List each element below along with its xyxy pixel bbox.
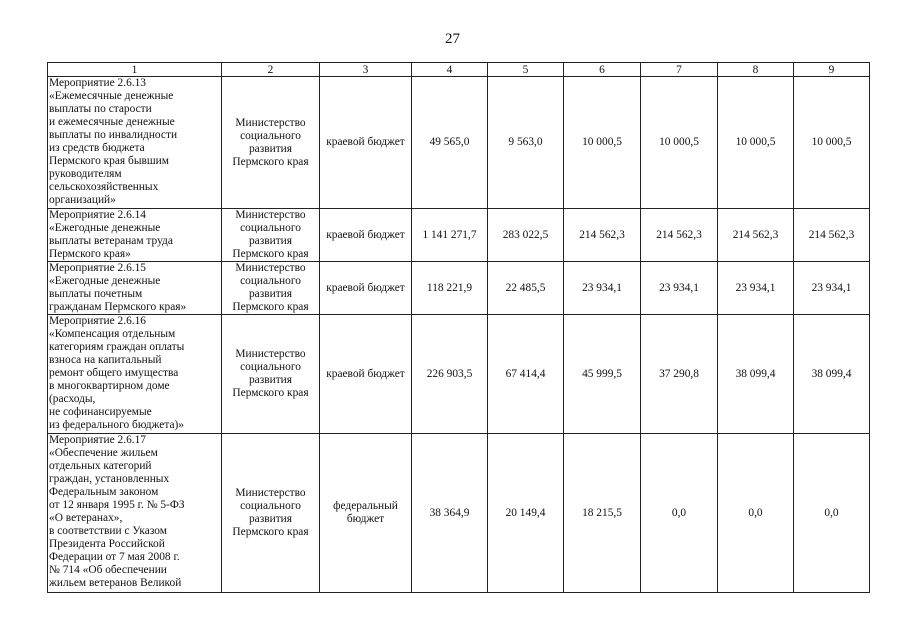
amount-cell: 22 485,5 xyxy=(488,262,564,315)
measure-description-cell xyxy=(48,434,222,593)
cell-line: краевой бюджет xyxy=(326,228,405,241)
cell-line: Президента Российской xyxy=(49,538,165,550)
cell-line: Федерации от 7 мая 2008 г. xyxy=(49,551,180,563)
cell-line: «Ежемесячные денежные xyxy=(49,90,174,102)
cell-line: категориям граждан оплаты xyxy=(49,341,185,353)
header-cell: 5 xyxy=(488,63,564,77)
cell-line: «Компенсация отдельным xyxy=(49,328,176,340)
header-cell: 4 xyxy=(412,63,488,77)
amount-cell: 10 000,5 xyxy=(794,77,870,209)
cell-line: Пермского края» xyxy=(49,248,131,260)
cell-line: из федерального бюджета)» xyxy=(49,419,184,431)
cell-line: (расходы, xyxy=(49,393,96,405)
amount-cell: 214 562,3 xyxy=(641,209,718,262)
header-cell: 1 xyxy=(48,63,222,77)
cell-line: Министерство xyxy=(235,348,306,360)
cell-line: сельскохозяйственных xyxy=(49,181,159,193)
cell-line: Пермского края xyxy=(232,301,309,313)
amount-cell: 38 364,9 xyxy=(412,434,488,593)
amount-cell: 283 022,5 xyxy=(488,209,564,262)
executor-cell xyxy=(222,434,320,593)
cell-line: Мероприятие 2.6.16 xyxy=(49,315,147,327)
cell-line: выплаты по инвалидности xyxy=(49,129,178,141)
cell-line: Мероприятие 2.6.14 xyxy=(49,209,147,221)
cell-line: Пермского края xyxy=(232,248,309,260)
cell-line: развития xyxy=(248,513,293,525)
measure-description-cell xyxy=(48,262,222,315)
cell-line: граждан, установленных xyxy=(49,473,170,485)
cell-line: руководителям xyxy=(49,168,122,180)
header-cell: 8 xyxy=(718,63,794,77)
cell-line: Мероприятие 2.6.13 xyxy=(49,77,147,89)
amount-cell: 9 563,0 xyxy=(488,77,564,209)
amount-cell: 10 000,5 xyxy=(718,77,794,209)
header-cell: 3 xyxy=(320,63,412,77)
cell-line: развития xyxy=(248,288,293,300)
cell-line: жильем ветеранов Великой xyxy=(49,577,182,589)
header-cell: 9 xyxy=(794,63,870,77)
amount-cell: 23 934,1 xyxy=(564,262,641,315)
amount-cell: 45 999,5 xyxy=(564,315,641,434)
executor-cell xyxy=(222,315,320,434)
header-cell: 6 xyxy=(564,63,641,77)
table-row xyxy=(48,262,870,315)
cell-line: выплаты по старости xyxy=(49,103,152,115)
amount-cell: 18 215,5 xyxy=(564,434,641,593)
header-cell: 7 xyxy=(641,63,718,77)
funding-source-cell xyxy=(320,262,412,315)
amount-cell: 226 903,5 xyxy=(412,315,488,434)
cell-line: Министерство xyxy=(235,116,306,129)
cell-line: краевой бюджет xyxy=(326,367,405,380)
cell-line: краевой бюджет xyxy=(326,136,405,148)
header-cell: 2 xyxy=(222,63,320,77)
amount-cell: 38 099,4 xyxy=(794,315,870,434)
amount-cell: 23 934,1 xyxy=(641,262,718,315)
amount-cell: 67 414,4 xyxy=(488,315,564,434)
measure-description-cell xyxy=(48,77,222,209)
measure-description-cell xyxy=(48,315,222,434)
cell-line: организаций» xyxy=(49,194,116,206)
executor-cell xyxy=(222,209,320,262)
table-row xyxy=(48,434,870,593)
page-number: 27 xyxy=(445,31,460,47)
cell-line: ремонт общего имущества xyxy=(49,367,179,379)
cell-line: Пермского края xyxy=(232,526,309,538)
funding-source-cell xyxy=(320,209,412,262)
cell-line: не софинансируемые xyxy=(49,406,152,418)
cell-line: из средств бюджета xyxy=(49,142,145,154)
cell-line: «Обеспечение жильем xyxy=(49,447,158,459)
amount-cell: 0,0 xyxy=(718,434,794,593)
amount-cell: 38 099,4 xyxy=(718,315,794,434)
cell-line: развития xyxy=(248,235,293,247)
cell-line: Министерство xyxy=(235,209,306,221)
executor-cell xyxy=(222,262,320,315)
amount-cell: 118 221,9 xyxy=(412,262,488,315)
funding-source-cell xyxy=(320,77,412,209)
cell-line: социального xyxy=(240,500,301,512)
cell-line: выплаты почетным xyxy=(49,288,143,300)
amount-cell: 10 000,5 xyxy=(564,77,641,209)
cell-line: отдельных категорий xyxy=(49,460,152,472)
cell-line: краевой бюджет xyxy=(326,281,405,294)
cell-line: и ежемесячные денежные xyxy=(49,116,175,128)
cell-line: «О ветеранах», xyxy=(49,512,123,524)
funding-table xyxy=(47,62,870,593)
cell-line: в соответствии с Указом xyxy=(49,525,167,537)
amount-cell: 10 000,5 xyxy=(641,77,718,209)
table-row xyxy=(48,77,870,209)
cell-line: Министерство xyxy=(235,262,306,274)
cell-line: бюджет xyxy=(346,513,385,525)
cell-line: развития xyxy=(248,142,293,155)
cell-line: Мероприятие 2.6.17 xyxy=(49,434,147,446)
cell-line: выплаты ветеранам труда xyxy=(49,235,173,247)
cell-line: социального xyxy=(240,361,301,373)
amount-cell: 20 149,4 xyxy=(488,434,564,593)
cell-line: Пермского края бывшим xyxy=(49,155,169,167)
amount-cell: 214 562,3 xyxy=(718,209,794,262)
cell-line: взноса на капитальный xyxy=(49,354,162,366)
cell-line: Пермского края xyxy=(232,155,309,168)
amount-cell: 0,0 xyxy=(794,434,870,593)
amount-cell: 0,0 xyxy=(641,434,718,593)
cell-line: от 12 января 1995 г. № 5-ФЗ xyxy=(49,499,185,511)
amount-cell: 49 565,0 xyxy=(412,77,488,209)
cell-line: гражданам Пермского края» xyxy=(49,301,187,313)
cell-line: в многоквартирном доме xyxy=(49,380,170,392)
cell-line: Министерство xyxy=(235,487,306,499)
table-row xyxy=(48,315,870,434)
amount-cell: 23 934,1 xyxy=(718,262,794,315)
cell-line: социального xyxy=(240,129,301,142)
cell-line: социального xyxy=(240,222,301,234)
cell-line: № 714 «Об обеспечении xyxy=(49,564,167,576)
cell-line: федеральный xyxy=(333,500,398,512)
funding-source-cell xyxy=(320,315,412,434)
cell-line: социального xyxy=(240,275,301,287)
cell-line: «Ежегодные денежные xyxy=(49,275,161,287)
measure-description-cell xyxy=(48,209,222,262)
header-row xyxy=(48,63,870,77)
amount-cell: 214 562,3 xyxy=(564,209,641,262)
cell-line: Федеральным законом xyxy=(49,486,159,498)
executor-cell xyxy=(222,77,320,209)
amount-cell: 37 290,8 xyxy=(641,315,718,434)
amount-cell: 1 141 271,7 xyxy=(412,209,488,262)
amount-cell: 214 562,3 xyxy=(794,209,870,262)
cell-line: Пермского края xyxy=(232,387,309,399)
cell-line: Мероприятие 2.6.15 xyxy=(49,262,147,274)
amount-cell: 23 934,1 xyxy=(794,262,870,315)
funding-source-cell xyxy=(320,434,412,593)
cell-line: развития xyxy=(248,374,293,386)
table-row xyxy=(48,209,870,262)
cell-line: «Ежегодные денежные xyxy=(49,222,161,234)
